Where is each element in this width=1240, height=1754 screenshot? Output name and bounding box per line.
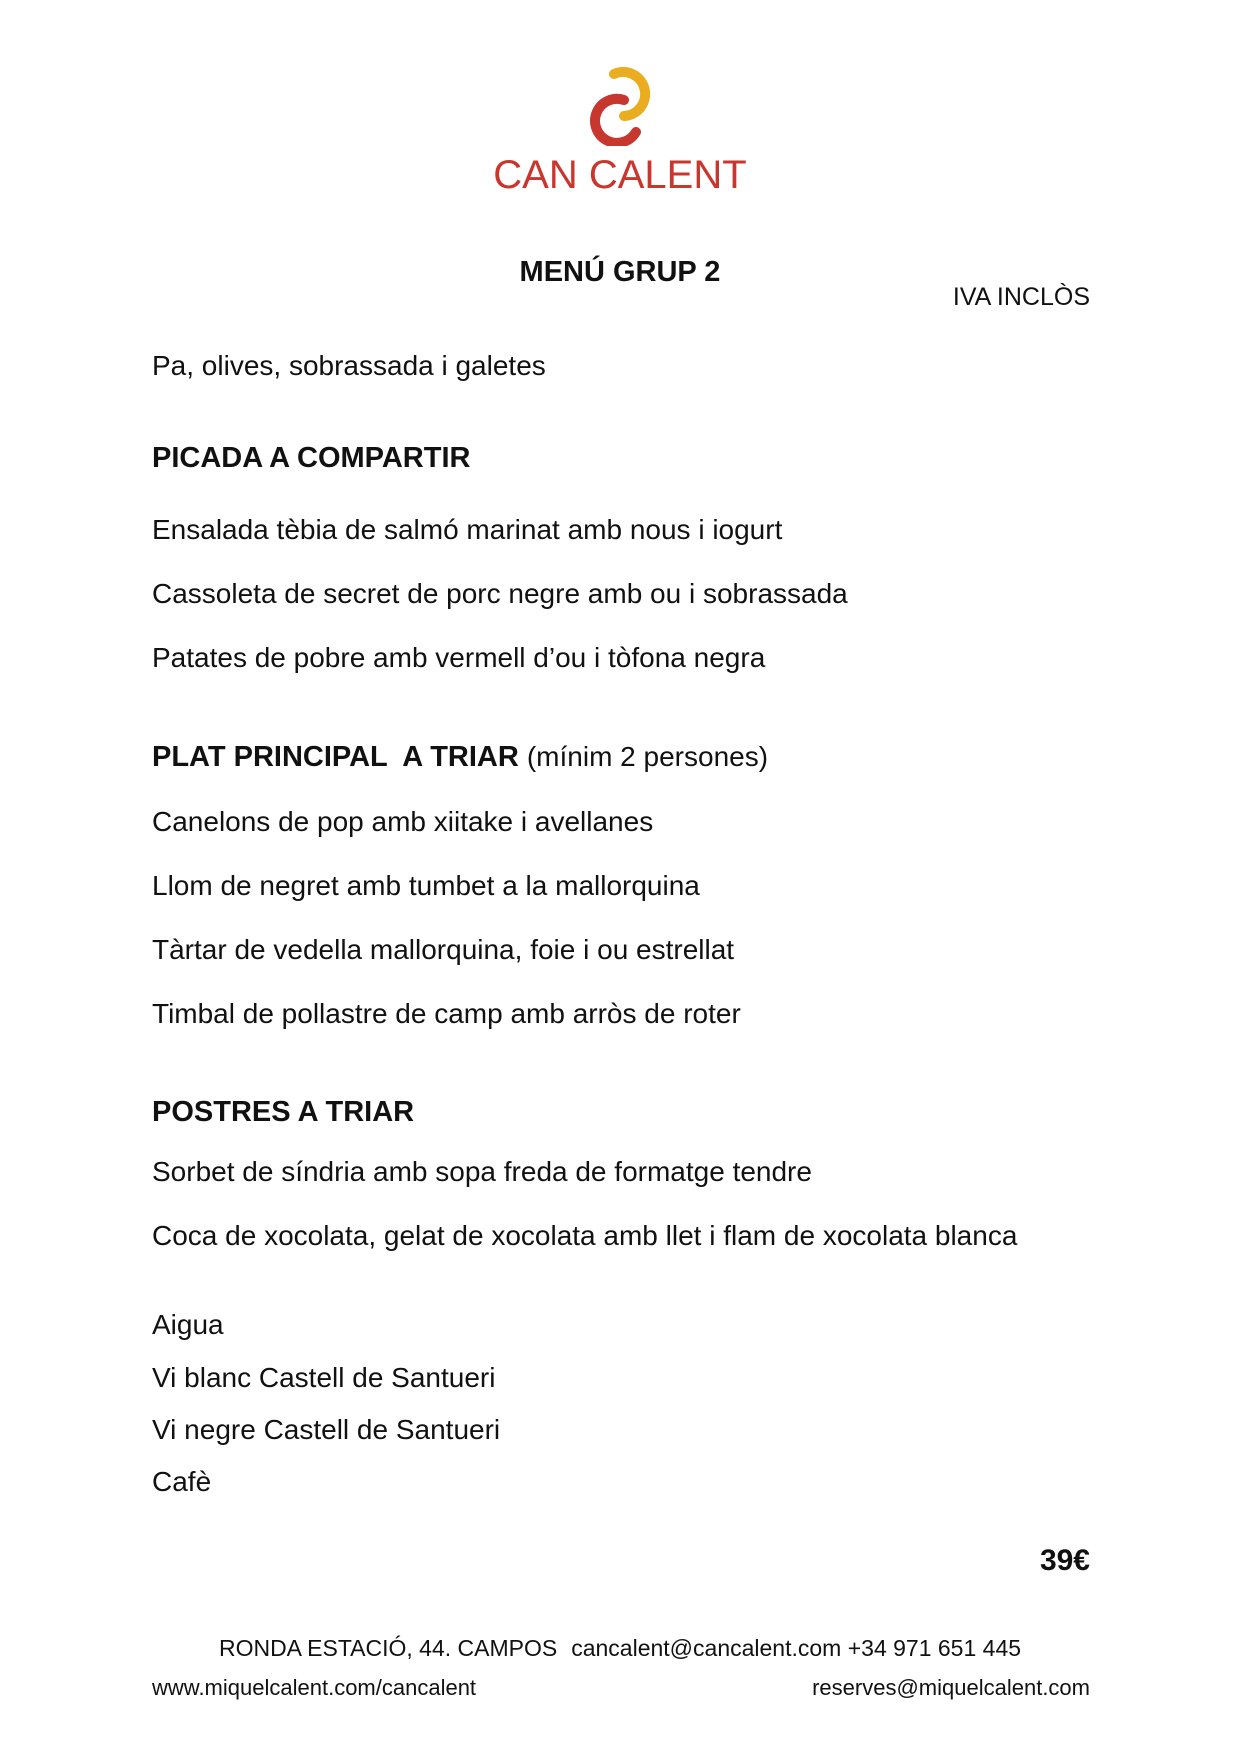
section-heading-text: PLAT PRINCIPAL A TRIAR [152, 741, 519, 773]
menu-item: Tàrtar de vedella mallorquina, foie i ou estrellat [152, 934, 735, 965]
starter-line: Pa, olives, sobrassada i galetes [152, 350, 546, 381]
can-calent-swirl-logo-icon [580, 58, 660, 146]
footer-reservations-link[interactable]: reserves@miquelcalent.com [812, 1675, 1090, 1700]
footer-website-link[interactable]: www.miquelcalent.com/cancalent [152, 1675, 477, 1700]
drink-item: Aigua [152, 1309, 224, 1340]
menu-item: Canelons de pop amb xiitake i avellanes [152, 806, 654, 837]
menu-item: Sorbet de síndria amb sopa freda de formatge tendre [152, 1156, 812, 1187]
section-heading-picada: PICADA A COMPARTIR [152, 442, 471, 474]
logo [0, 58, 1240, 146]
menu-item: Patates de pobre amb vermell d’ou i tòfona negra [152, 642, 766, 673]
tax-note: IVA INCLÒS [952, 283, 1090, 311]
menu-item: Coca de xocolata, gelat de xocolata amb llet i flam de xocolata blanca [152, 1220, 1018, 1251]
footer-contact-line [0, 1634, 1240, 1662]
section-heading-postres: POSTRES A TRIAR [152, 1096, 415, 1128]
footer-address: RONDA ESTACIÓ, 44. CAMPOS [218, 1635, 558, 1661]
menu-item: Ensalada tèbia de salmó marinat amb nous i iogurt [152, 514, 783, 545]
drink-item: Cafè [152, 1466, 212, 1497]
footer-email-link[interactable]: cancalent@cancalent.com [571, 1635, 842, 1661]
section-heading-note: (mínim 2 persones) [526, 741, 769, 772]
menu-title: MENÚ GRUP 2 [519, 256, 721, 288]
drink-item: Vi blanc Castell de Santueri [152, 1362, 496, 1393]
menu-item: Llom de negret amb tumbet a la mallorquina [152, 870, 700, 901]
brand-name: CAN CALENT [493, 153, 747, 197]
menu-price: 39€ [1039, 1544, 1090, 1577]
menu-item: Cassoleta de secret de porc negre amb ou i sobrassada [152, 578, 848, 609]
menu-item: Timbal de pollastre de camp amb arròs de roter [152, 998, 741, 1029]
drink-item: Vi negre Castell de Santueri [152, 1414, 501, 1445]
footer-phone[interactable]: +34 971 651 445 [847, 1635, 1022, 1661]
section-heading-plat-principal [152, 740, 768, 774]
